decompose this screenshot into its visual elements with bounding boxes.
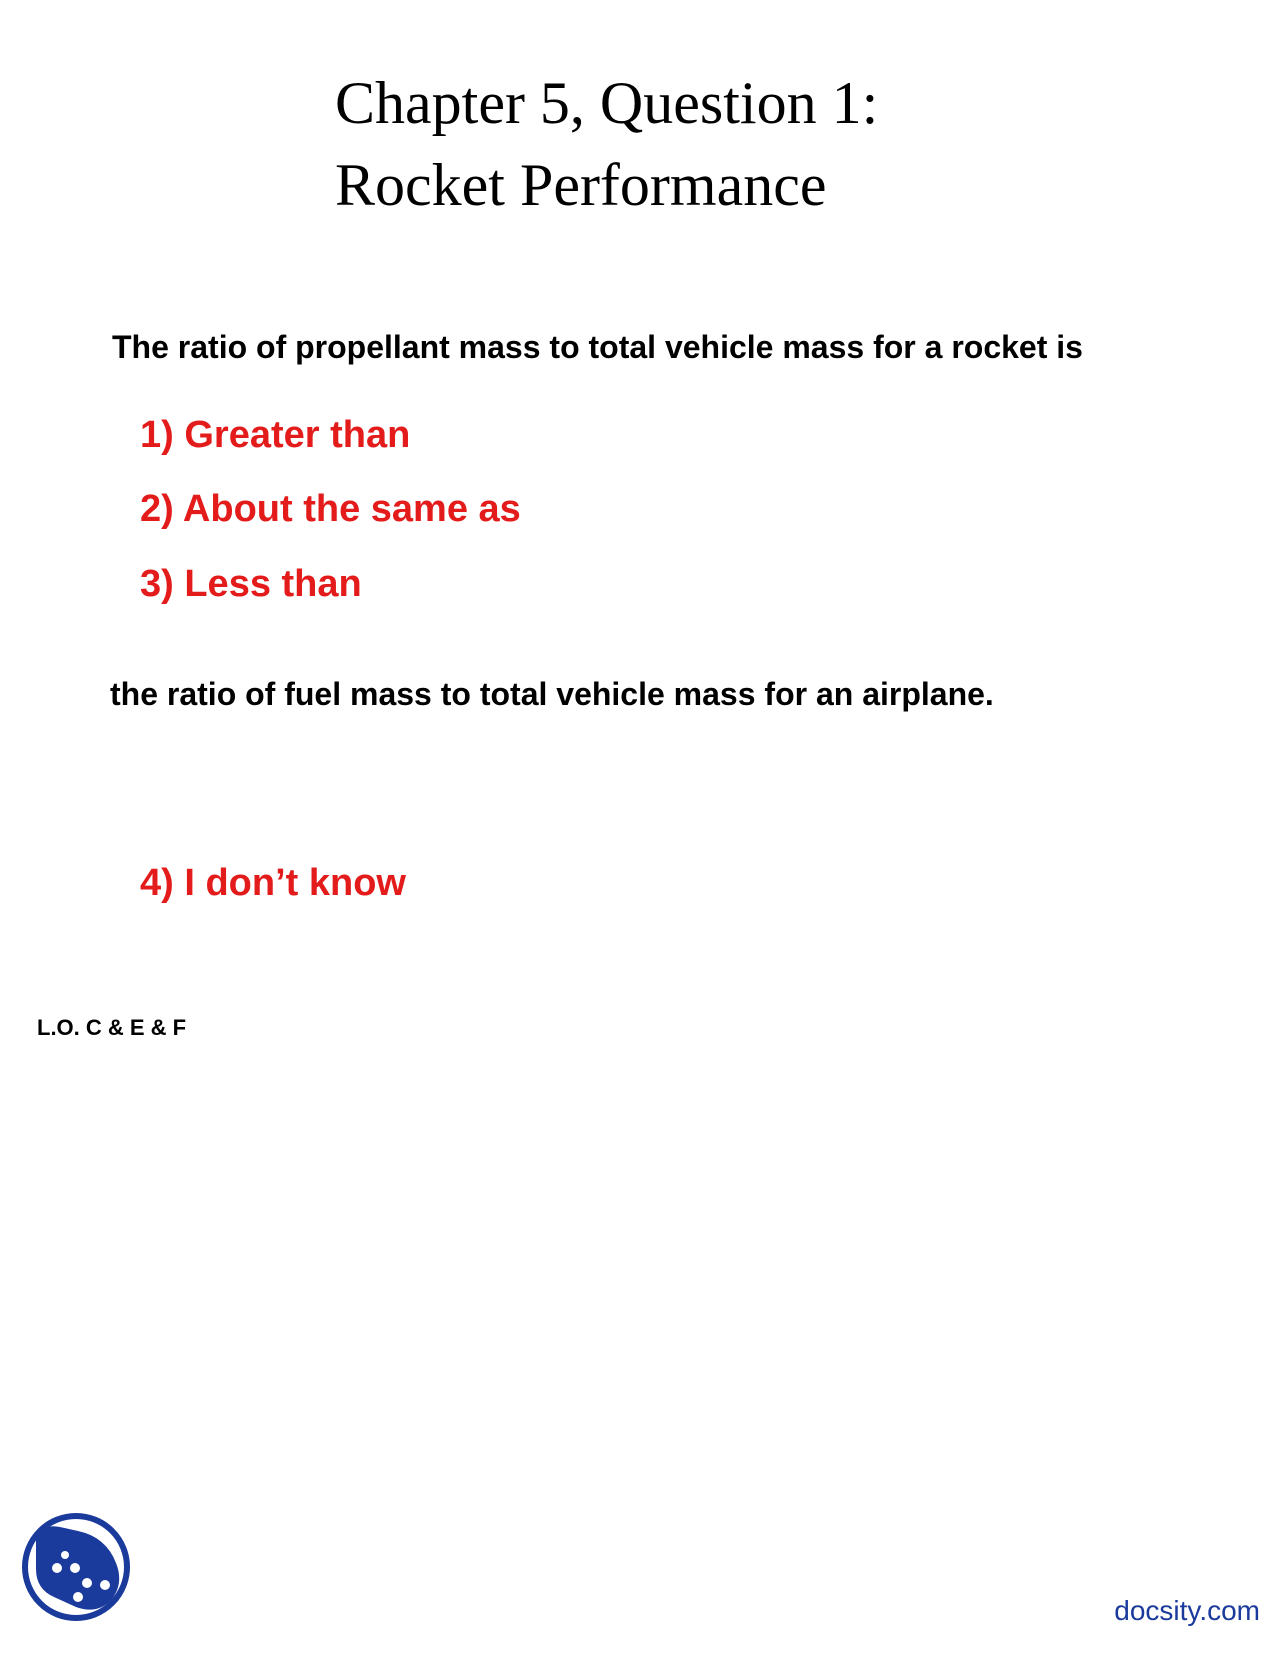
answer-option-2: 2) About the same as [140, 488, 521, 530]
title-line-1: Chapter 5, Question 1: [335, 70, 879, 136]
learning-objectives: L.O. C & E & F [37, 1015, 187, 1040]
answer-option-1: 1) Greater than [140, 414, 411, 456]
docsity-logo-icon[interactable] [20, 1511, 132, 1623]
answer-option-3: 3) Less than [140, 563, 362, 605]
page-title [335, 62, 878, 226]
question-stem-end: the ratio of fuel mass to total vehicle mass for an airplane. [110, 676, 994, 712]
question-stem-start: The ratio of propellant mass to total vehicle mass for a rocket is [112, 329, 1083, 365]
docsity-brand-link[interactable]: docsity.com [1114, 1595, 1260, 1626]
answer-option-4: 4) I don’t know [140, 862, 406, 904]
title-line-2: Rocket Performance [335, 152, 827, 218]
